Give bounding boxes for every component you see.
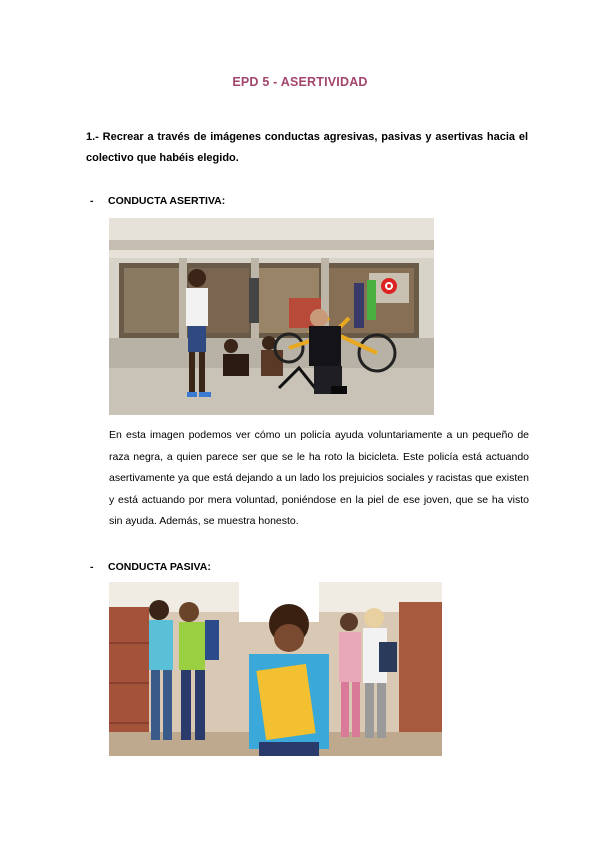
heading-text: CONDUCTA ASERTIVA: xyxy=(108,195,226,207)
section-heading-asertiva xyxy=(90,195,225,207)
question-text: 1.- Recrear a través de imágenes conductas agresivas, pasivas y asertivas hacia el colectivo que habéis elegido. xyxy=(86,131,528,164)
paragraph-asertiva: En esta imagen podemos ver cómo un policía ayuda voluntariamente a un pequeño de raza negra, a quien parece ser que se le ha roto la bicicleta. Este policía está actuando asertivamente ya que está dejando a un lado los prejuicios sociales y racistas que existen y está actuando por mera voluntad, poniéndose en la piel de ese joven, que se ha visto sin ayuda. Además, se muestra honesto. xyxy=(109,429,529,527)
photo-police-helping-boy-icon xyxy=(109,218,434,415)
bullet-dash: - xyxy=(90,195,94,207)
photo-sad-boy-hallway-icon xyxy=(109,582,442,756)
heading-text: CONDUCTA PASIVA: xyxy=(108,561,211,573)
section-heading-pasiva xyxy=(90,561,211,573)
bullet-dash: - xyxy=(90,561,94,573)
page-title: EPD 5 - ASERTIVIDAD xyxy=(232,75,368,89)
